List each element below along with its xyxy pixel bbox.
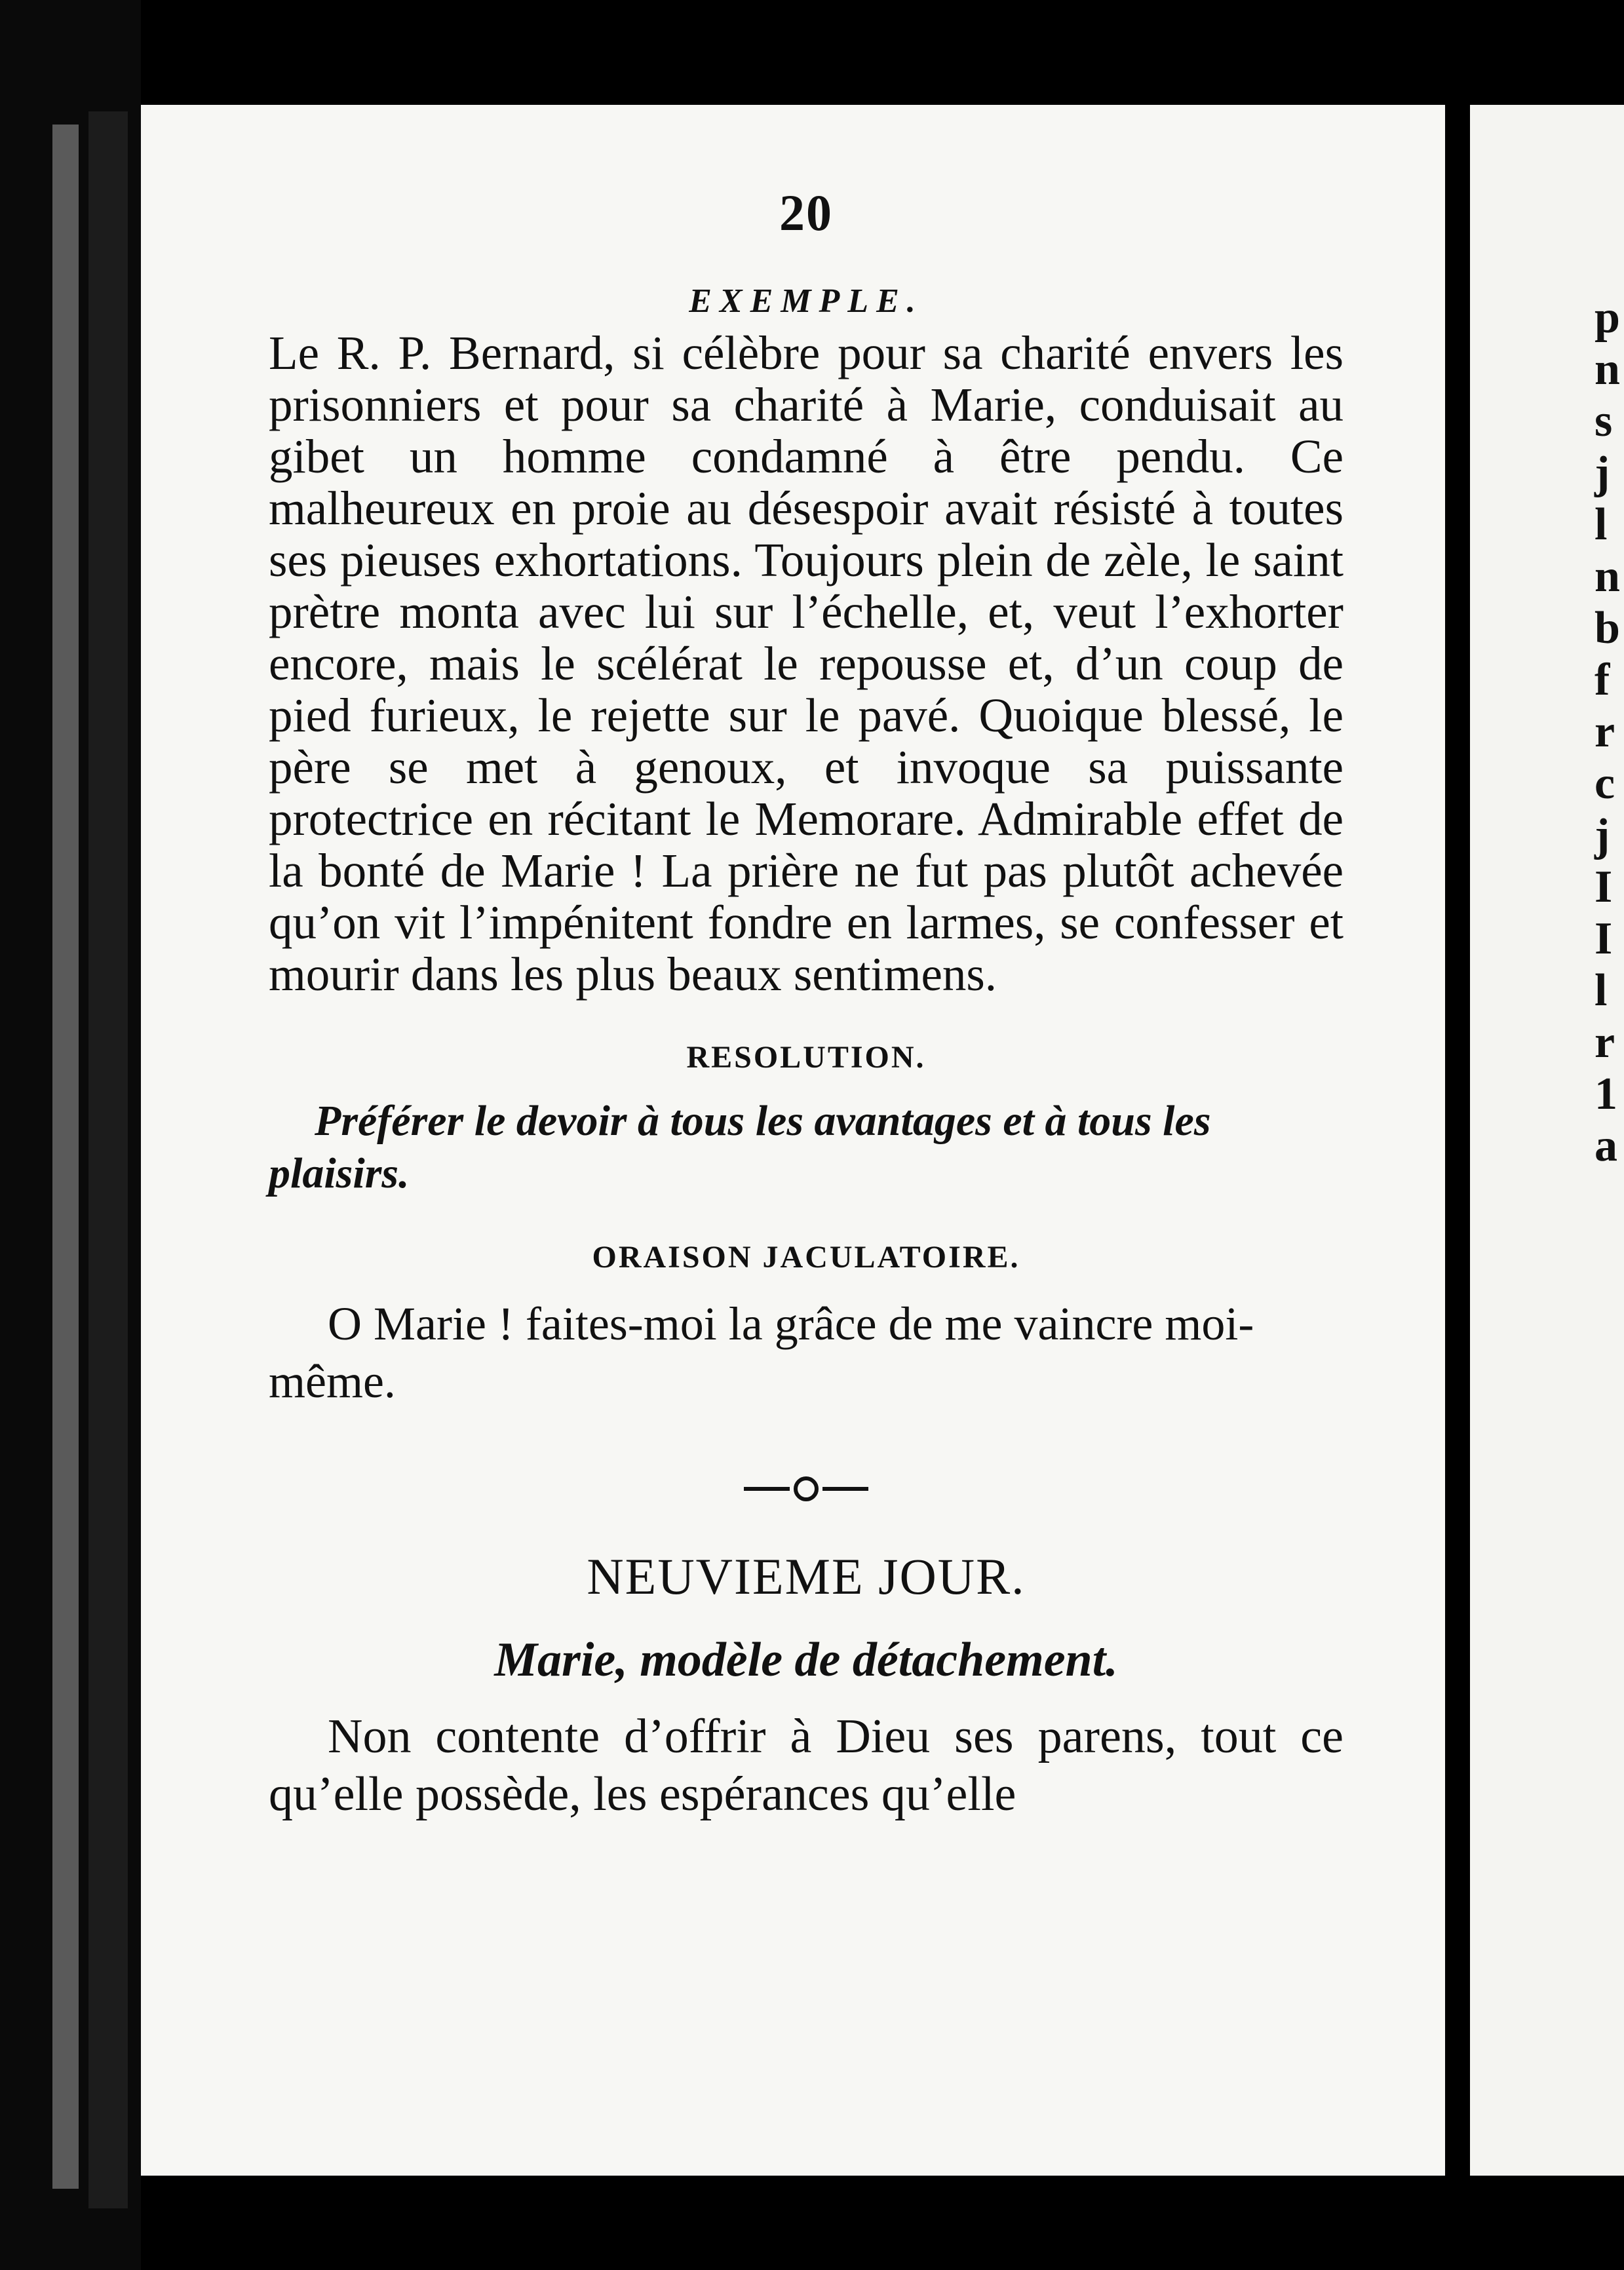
oraison-text: O Marie ! faites-moi la grâce de me vaincre moi-même. xyxy=(269,1298,1254,1408)
exemple-text: Le R. P. Bernard, si célèbre pour sa charité envers les prisonniers et pour sa charité à Marie, conduisait au gibet un homme condamné à être pendu. Ce malheureux en proie au désespoir avait résisté à toutes ses pieuses exhortations. Toujours plein de zèle, le saint prètre monta avec lui sur l’échelle, et, veut l’exhorter encore, mais le scélérat le repousse et, d’un coup de pied furieux, le rejette sur le pavé. Quoique blessé, le père se met à genoux, et invoque sa puissante protectrice en récitant le Memorare. Admirable effet de la bonté de Marie ! La prière ne fut pas plutôt achevée qu’on vit l’impénitent fondre en larmes, se confesser et mourir dans les plus beaux sentimens. xyxy=(269,326,1344,1001)
day-title: NEUVIEME JOUR. xyxy=(587,1548,1026,1605)
facing-page-text: p n s j l n b f r c j I I l r 1 a xyxy=(1595,292,1620,1171)
oraison-heading: ORAISON JACULATOIRE. xyxy=(592,1240,1020,1275)
resolution-text: Préférer le devoir à tous les avantages et à tous les plaisirs. xyxy=(269,1097,1211,1197)
facing-page-fragment xyxy=(1470,105,1624,2176)
page-number: 20 xyxy=(779,184,833,241)
page-edge xyxy=(52,125,79,2189)
page-content xyxy=(269,164,1344,1823)
day-text: Non contente d’offrir à Dieu ses parens, tout ce qu’elle possède, les espérances qu’elle xyxy=(269,1710,1344,1821)
page-edge-shadow xyxy=(88,111,128,2208)
exemple-heading: EXEMPLE. xyxy=(689,282,923,320)
scan-left-border xyxy=(0,0,141,2270)
resolution-heading: RESOLUTION. xyxy=(686,1040,926,1075)
ornament-divider xyxy=(269,1463,1344,1508)
book-spine xyxy=(1445,92,1470,2215)
day-subtitle: Marie, modèle de détachement. xyxy=(494,1633,1118,1687)
